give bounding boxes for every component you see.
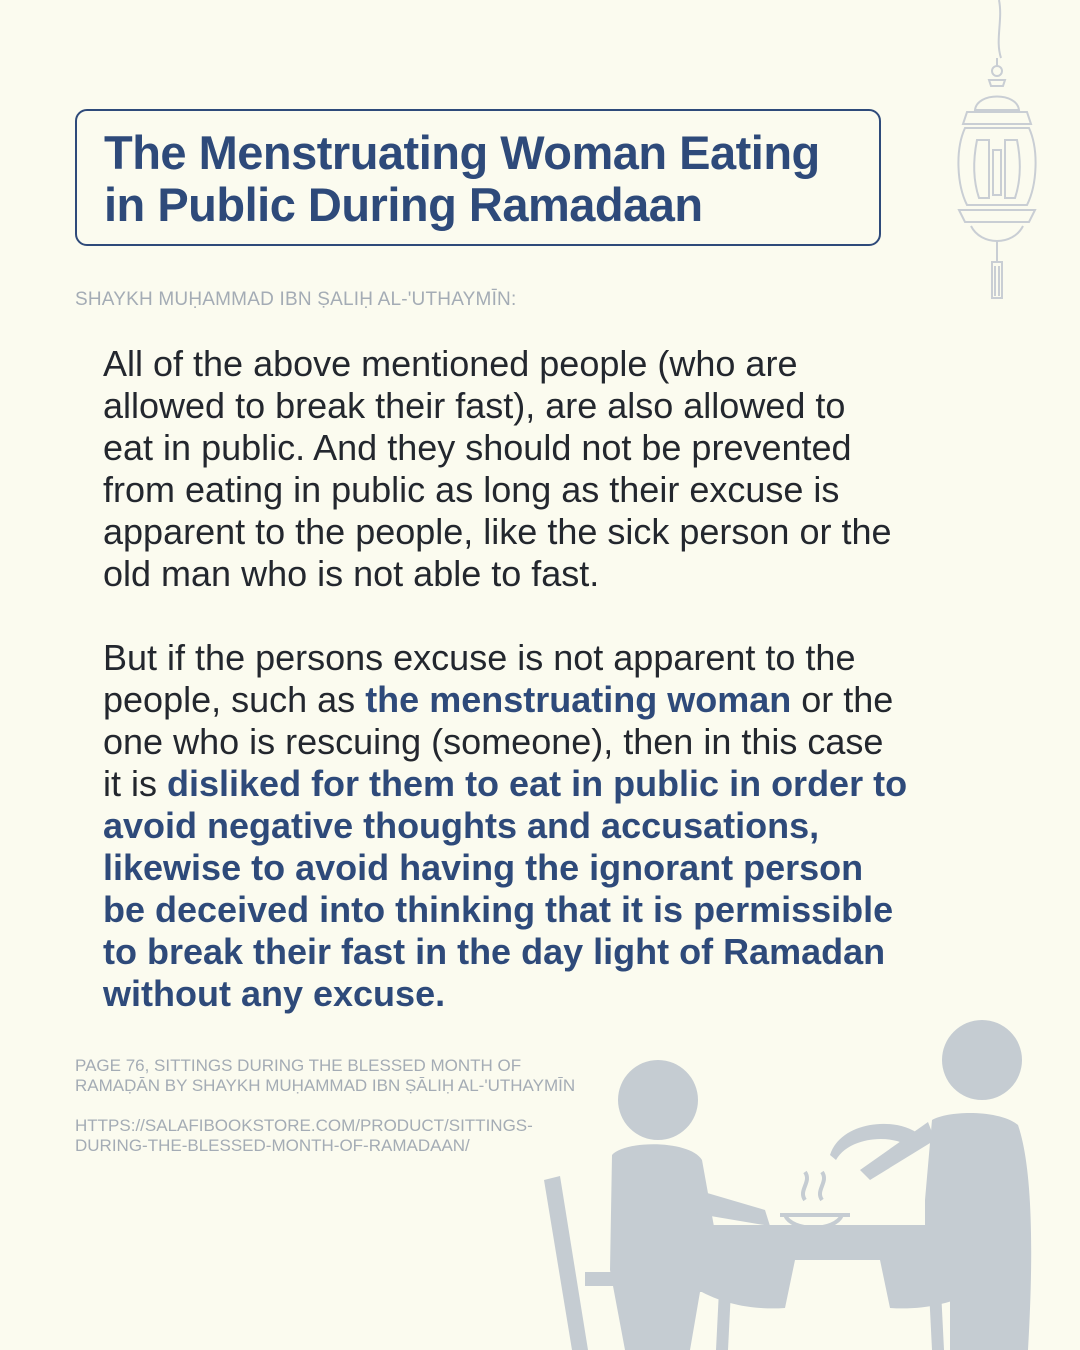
paragraph-line: eat in public. And they should not be prevented — [103, 427, 852, 468]
paragraph-line — [103, 763, 1043, 805]
source-line: PAGE 76, SITTINGS DURING THE BLESSED MONTH OF — [75, 1056, 522, 1075]
paragraph-line: But if the persons excuse is not apparent to the — [103, 637, 856, 678]
highlight-text: disliked for them to eat in public in order to — [167, 763, 908, 804]
lantern-icon — [945, 0, 1045, 310]
paragraph-2 — [103, 637, 1043, 1015]
highlight-line: avoid negative thoughts and accusations, — [103, 805, 820, 846]
highlight-line: likewise to avoid having the ignorant person — [103, 847, 864, 888]
source-reference — [75, 1056, 575, 1096]
text-segment: or the — [791, 679, 894, 720]
page-title-line-2: in Public During Ramadaan — [104, 178, 703, 231]
quote-body — [103, 343, 1043, 1015]
text-segment: it is — [103, 763, 168, 804]
paragraph-line — [103, 679, 1043, 721]
diners-illustration — [530, 1010, 1080, 1350]
paragraph-line: allowed to break their fast), are also allowed to — [103, 385, 846, 426]
highlight-line: be deceived into thinking that it is permissible — [103, 889, 894, 930]
paragraph-line: apparent to the people, like the sick person or the — [103, 511, 892, 552]
url-line: HTTPS://SALAFIBOOKSTORE.COM/PRODUCT/SITTINGS- — [75, 1116, 533, 1135]
title-box — [75, 109, 881, 246]
highlight-line: to break their fast in the day light of Ramadan — [103, 931, 886, 972]
source-line: RAMAḌĀN BY SHAYKH MUḤAMMAD IBN ṢĀLIḤ AL-'UTHAYMĪN — [75, 1076, 576, 1095]
paragraph-line: old man who is not able to fast. — [103, 553, 600, 594]
highlight-text: the menstruating woman — [365, 679, 792, 720]
page-title-line-1: The Menstruating Woman Eating — [104, 126, 820, 179]
author-label: SHAYKH MUḤAMMAD IBN ṢALIḤ AL-'UTHAYMĪN: — [75, 289, 517, 310]
paragraph-line: from eating in public as long as their excuse is — [103, 469, 840, 510]
paragraph-line: one who is rescuing (someone), then in this case — [103, 721, 884, 762]
highlight-line: without any excuse. — [103, 973, 446, 1014]
url-line: DURING-THE-BLESSED-MONTH-OF-RAMADAAN/ — [75, 1136, 470, 1155]
paragraph-line: All of the above mentioned people (who are — [103, 343, 798, 384]
source-url — [75, 1116, 533, 1156]
text-segment: people, such as — [103, 679, 366, 720]
paragraph-1 — [103, 343, 1043, 595]
